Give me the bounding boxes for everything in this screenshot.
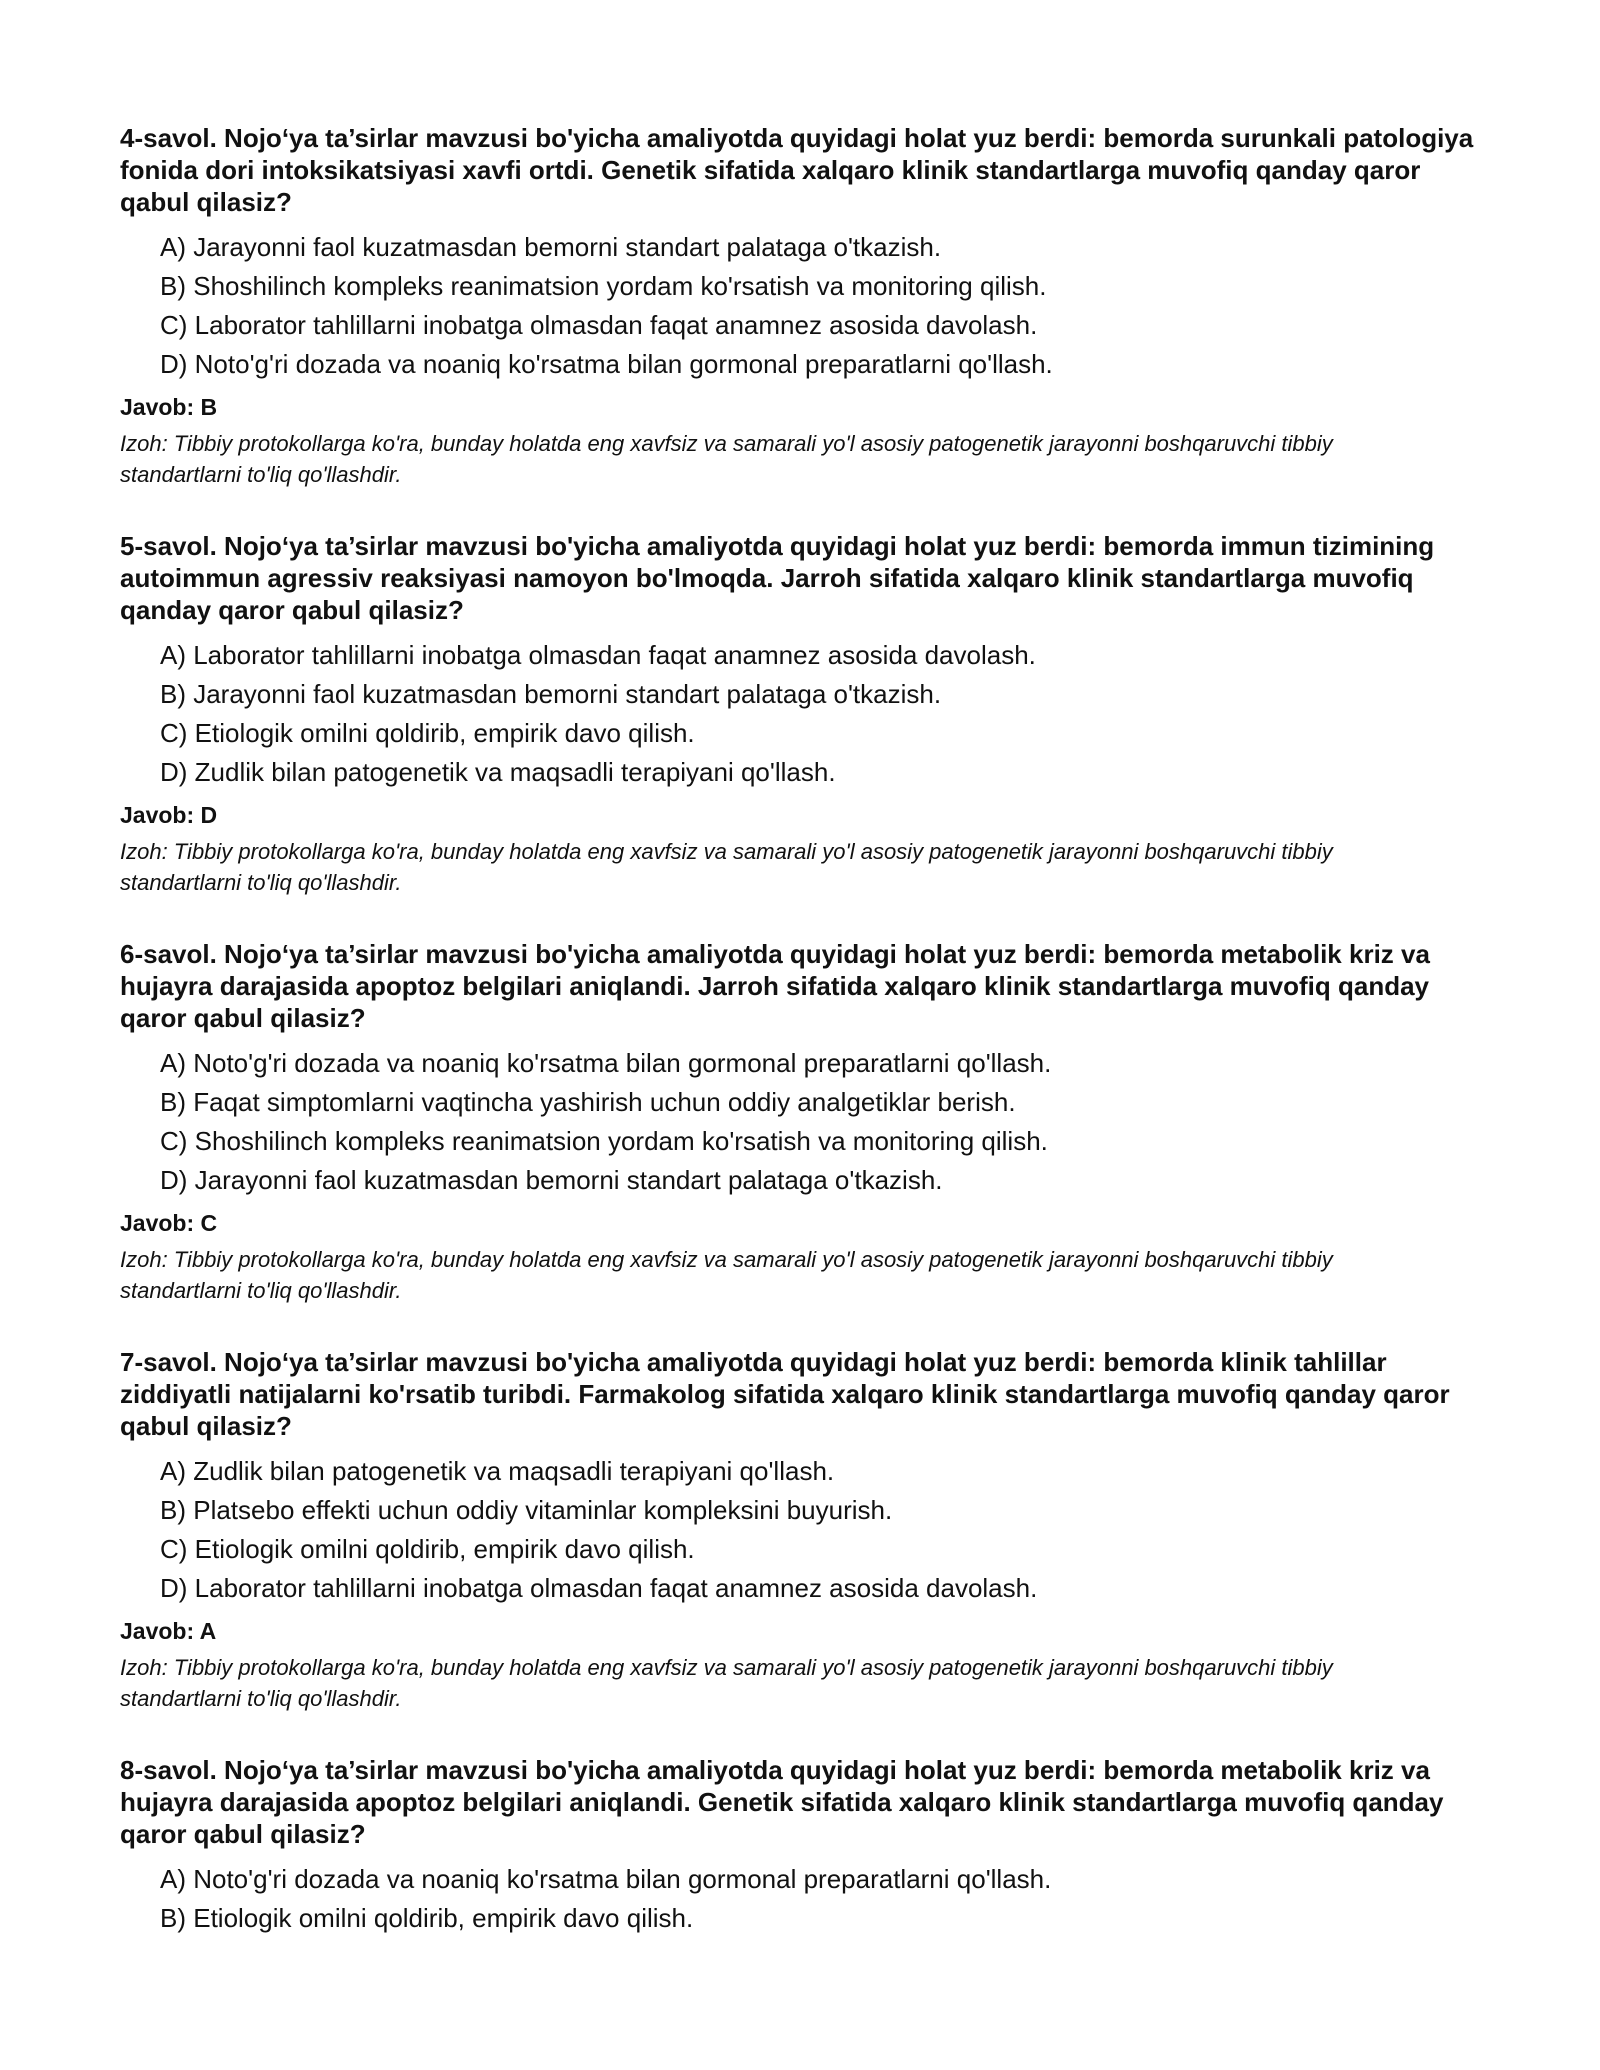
document-page xyxy=(120,122,1490,1978)
option-b: B) Platsebo effekti uchun oddiy vitaminlar kompleksini buyurish. xyxy=(160,1495,893,1525)
answer-label: Javob: C xyxy=(120,1210,218,1236)
question-8 xyxy=(120,1754,1490,1938)
explanation-note: Izoh: Tibbiy protokollarga ko'ra, bunday holatda eng xavfsiz va samarali yo'l asosiy patogenetik jarayonni boshqaruvchi tibbiy standartlarni to'liq qo'llashdir. xyxy=(120,1655,1333,1711)
option-a: A) Noto'g'ri dozada va noaniq ko'rsatma bilan gormonal preparatlarni qo'llash. xyxy=(160,1864,1052,1894)
explanation-note: Izoh: Tibbiy protokollarga ko'ra, bunday holatda eng xavfsiz va samarali yo'l asosiy patogenetik jarayonni boshqaruvchi tibbiy standartlarni to'liq qo'llashdir. xyxy=(120,839,1333,895)
explanation-note: Izoh: Tibbiy protokollarga ko'ra, bunday holatda eng xavfsiz va samarali yo'l asosiy patogenetik jarayonni boshqaruvchi tibbiy standartlarni to'liq qo'llashdir. xyxy=(120,431,1333,487)
option-c: C) Etiologik omilni qoldirib, empirik davo qilish. xyxy=(160,1534,695,1564)
option-list xyxy=(120,228,1490,384)
option-a: A) Laborator tahlillarni inobatga olmasdan faqat anamnez asosida davolash. xyxy=(160,640,1036,670)
option-d: D) Noto'g'ri dozada va noaniq ko'rsatma bilan gormonal preparatlarni qo'llash. xyxy=(160,349,1053,379)
answer-label: Javob: B xyxy=(120,394,218,420)
option-a: A) Zudlik bilan patogenetik va maqsadli terapiyani qo'llash. xyxy=(160,1456,835,1486)
option-list xyxy=(120,1860,1490,1938)
option-b: B) Faqat simptomlarni vaqtincha yashirish uchun oddiy analgetiklar berish. xyxy=(160,1087,1016,1117)
question-title: 8-savol. Nojo‘ya ta’sirlar mavzusi bo'yicha amaliyotda quyidagi holat yuz berdi: bemorda metabolik kriz va hujayra darajasida apoptoz belgilari aniqlandi. Genetik sifatida xalqaro klinik standartlarga muvofiq qanday qaror qabul qilasiz? xyxy=(120,1755,1444,1849)
option-list xyxy=(120,1044,1490,1200)
question-title: 6-savol. Nojo‘ya ta’sirlar mavzusi bo'yicha amaliyotda quyidagi holat yuz berdi: bemorda metabolik kriz va hujayra darajasida apoptoz belgilari aniqlandi. Jarroh sifatida xalqaro klinik standartlarga muvofiq qanday qaror qabul qilasiz? xyxy=(120,939,1430,1033)
option-d: D) Laborator tahlillarni inobatga olmasdan faqat anamnez asosida davolash. xyxy=(160,1573,1038,1603)
option-b: B) Jarayonni faol kuzatmasdan bemorni standart palataga o'tkazish. xyxy=(160,679,942,709)
option-a: A) Jarayonni faol kuzatmasdan bemorni standart palataga o'tkazish. xyxy=(160,232,942,262)
question-7 xyxy=(120,1346,1490,1714)
option-a: A) Noto'g'ri dozada va noaniq ko'rsatma bilan gormonal preparatlarni qo'llash. xyxy=(160,1048,1052,1078)
option-c: C) Shoshilinch kompleks reanimatsion yordam ko'rsatish va monitoring qilish. xyxy=(160,1126,1048,1156)
answer-label: Javob: A xyxy=(120,1618,217,1644)
option-d: D) Jarayonni faol kuzatmasdan bemorni standart palataga o'tkazish. xyxy=(160,1165,943,1195)
answer-label: Javob: D xyxy=(120,802,218,828)
question-title: 4-savol. Nojo‘ya ta’sirlar mavzusi bo'yicha amaliyotda quyidagi holat yuz berdi: bemorda surunkali patologiya fonida dori intoksikatsiyasi xavfi ortdi. Genetik sifatida xalqaro klinik standartlarga muvofiq qanday qaror qabul qilasiz? xyxy=(120,123,1474,217)
option-list xyxy=(120,636,1490,792)
option-b: B) Etiologik omilni qoldirib, empirik davo qilish. xyxy=(160,1903,694,1933)
question-title: 7-savol. Nojo‘ya ta’sirlar mavzusi bo'yicha amaliyotda quyidagi holat yuz berdi: bemorda klinik tahlillar ziddiyatli natijalarni ko'rsatib turibdi. Farmakolog sifatida xalqaro klinik standartlarga muvofiq qanday qaror qabul qilasiz? xyxy=(120,1347,1450,1441)
question-5 xyxy=(120,530,1490,898)
question-title: 5-savol. Nojo‘ya ta’sirlar mavzusi bo'yicha amaliyotda quyidagi holat yuz berdi: bemorda immun tizimining autoimmun agressiv reaksiyasi namoyon bo'lmoqda. Jarroh sifatida xalqaro klinik standartlarga muvofiq qanday qaror qabul qilasiz? xyxy=(120,531,1435,625)
explanation-note: Izoh: Tibbiy protokollarga ko'ra, bunday holatda eng xavfsiz va samarali yo'l asosiy patogenetik jarayonni boshqaruvchi tibbiy standartlarni to'liq qo'llashdir. xyxy=(120,1247,1333,1303)
option-c: C) Etiologik omilni qoldirib, empirik davo qilish. xyxy=(160,718,695,748)
question-4 xyxy=(120,122,1490,490)
option-c: C) Laborator tahlillarni inobatga olmasdan faqat anamnez asosida davolash. xyxy=(160,310,1038,340)
option-b: B) Shoshilinch kompleks reanimatsion yordam ko'rsatish va monitoring qilish. xyxy=(160,271,1047,301)
option-d: D) Zudlik bilan patogenetik va maqsadli terapiyani qo'llash. xyxy=(160,757,836,787)
option-list xyxy=(120,1452,1490,1608)
question-6 xyxy=(120,938,1490,1306)
